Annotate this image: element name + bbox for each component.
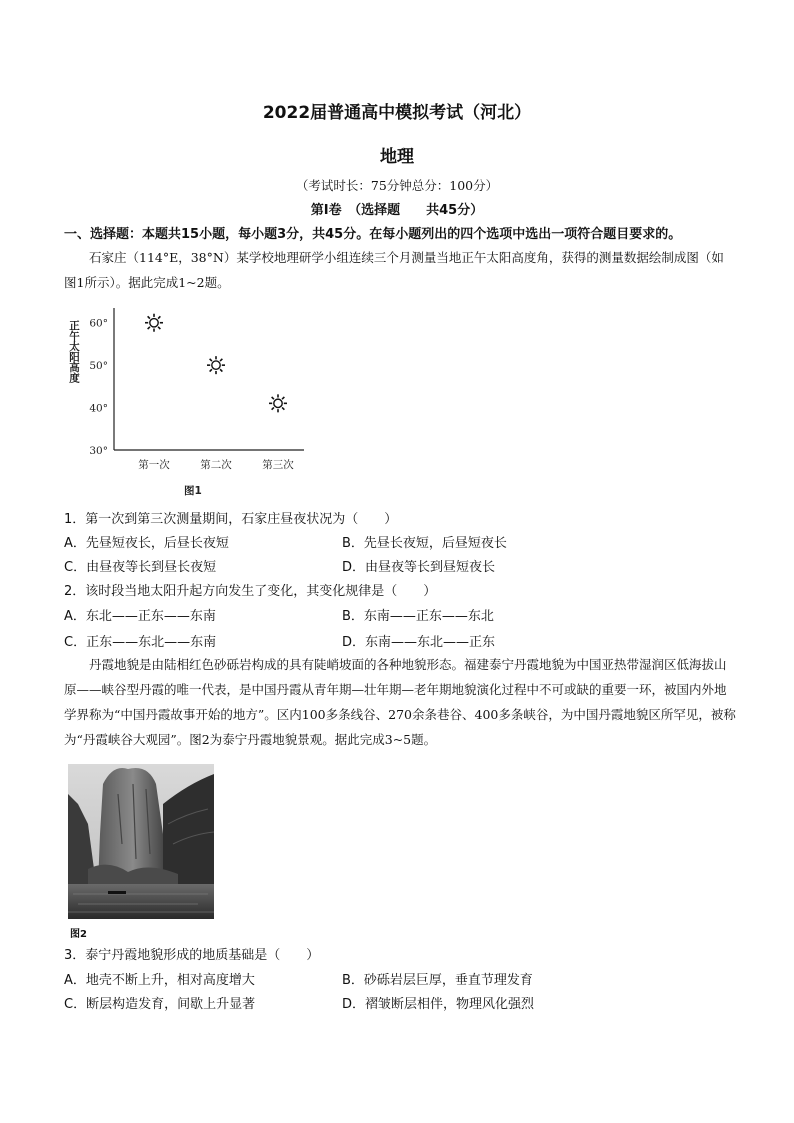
question-1-stem: 1．第一次到第三次测量期间，石家庄昼夜状况为（ ） <box>64 512 398 527</box>
x-tick-label: 第一次 <box>138 459 170 471</box>
y-tick-label: 40° <box>89 402 108 415</box>
question-3-option-b: B．砂砾岩层巨厚，垂直节理发育 <box>342 973 533 988</box>
y-tick-label: 30° <box>89 445 108 457</box>
question-3-option-a: A．地壳不断上升，相对高度增大 <box>64 973 255 988</box>
question-1-option-c: C．由昼夜等长到昼长夜短 <box>64 560 217 575</box>
volume-heading: 第Ⅰ卷 （选择题 共45分） <box>310 203 484 218</box>
question-1-option-a: A．先昼短夜长，后昼长夜短 <box>64 536 229 551</box>
exam-title: 2022届普通高中模拟考试（河北） <box>262 103 532 123</box>
y-tick-label: 60° <box>89 317 108 330</box>
question-2-option-a: A．东北——正东——东南 <box>64 609 216 624</box>
x-tick-label: 第三次 <box>262 459 294 471</box>
question-2-option-b: B．东南——正东——东北 <box>342 609 494 624</box>
y-tick-label: 50° <box>89 360 108 373</box>
subject-title: 地理 <box>380 147 414 167</box>
figure-2-caption: 图2 <box>70 929 87 940</box>
exam-info: （考试时长：75分钟总分：100分） <box>295 178 499 193</box>
passage-2: 丹霞地貌是由陆相红色砂砾岩构成的具有陡峭坡面的各种地貌形态。福建泰宁丹霞地貌为中国亚热带湿润区低海拔山原——峡谷型丹霞的唯一代表，是中国丹霞从青年期—壮年期—老年期地貌演化过程中不可或缺的重要一环，被国内外地学界称为“中国丹霞故事开始的地方”。区内100多条线谷、270余条巷谷、400多条峡谷，为中国丹霞地貌区所罕见，被称为“丹霞峡谷大观园”。图2为泰宁丹霞地貌景观。据此完成3~5题。 <box>64 657 736 747</box>
sun-icon <box>269 394 287 412</box>
question-1-option-b: B．先昼长夜短，后昼短夜长 <box>342 536 507 551</box>
figure-1-chart <box>60 300 320 500</box>
sun-icon <box>145 314 163 332</box>
passage-1: 石家庄（114°E，38°N）某学校地理研学小组连续三个月测量当地正午太阳高度角，获得的测量数据绘制成图（如图1所示）。据此完成1~2题。 <box>64 250 724 290</box>
question-3-stem: 3．泰宁丹霞地貌形成的地质基础是（ ） <box>64 948 320 963</box>
section-heading: 一、选择题：本题共15小题，每小题3分，共45分。在每小题列出的四个选项中选出一项符合题目要求的。 <box>64 227 682 242</box>
question-2-option-d: D．东南——东北——正东 <box>342 635 496 650</box>
question-3-option-c: C．断层构造发育，间歇上升显著 <box>64 997 256 1012</box>
question-1-option-d: D．由昼夜等长到昼短夜长 <box>342 560 496 575</box>
sun-icon <box>207 356 225 374</box>
question-2-option-c: C．正东——东北——东南 <box>64 635 217 650</box>
figure-2-danxia-photo <box>68 764 214 919</box>
question-2-stem: 2．该时段当地太阳升起方向发生了变化，其变化规律是（ ） <box>64 584 437 599</box>
question-3-option-d: D．褶皱断层相伴，物理风化强烈 <box>342 997 535 1012</box>
y-axis-label: 正午太阳高度 <box>68 320 80 383</box>
x-tick-label: 第二次 <box>200 459 232 471</box>
figure-1-caption: 图1 <box>184 485 202 497</box>
